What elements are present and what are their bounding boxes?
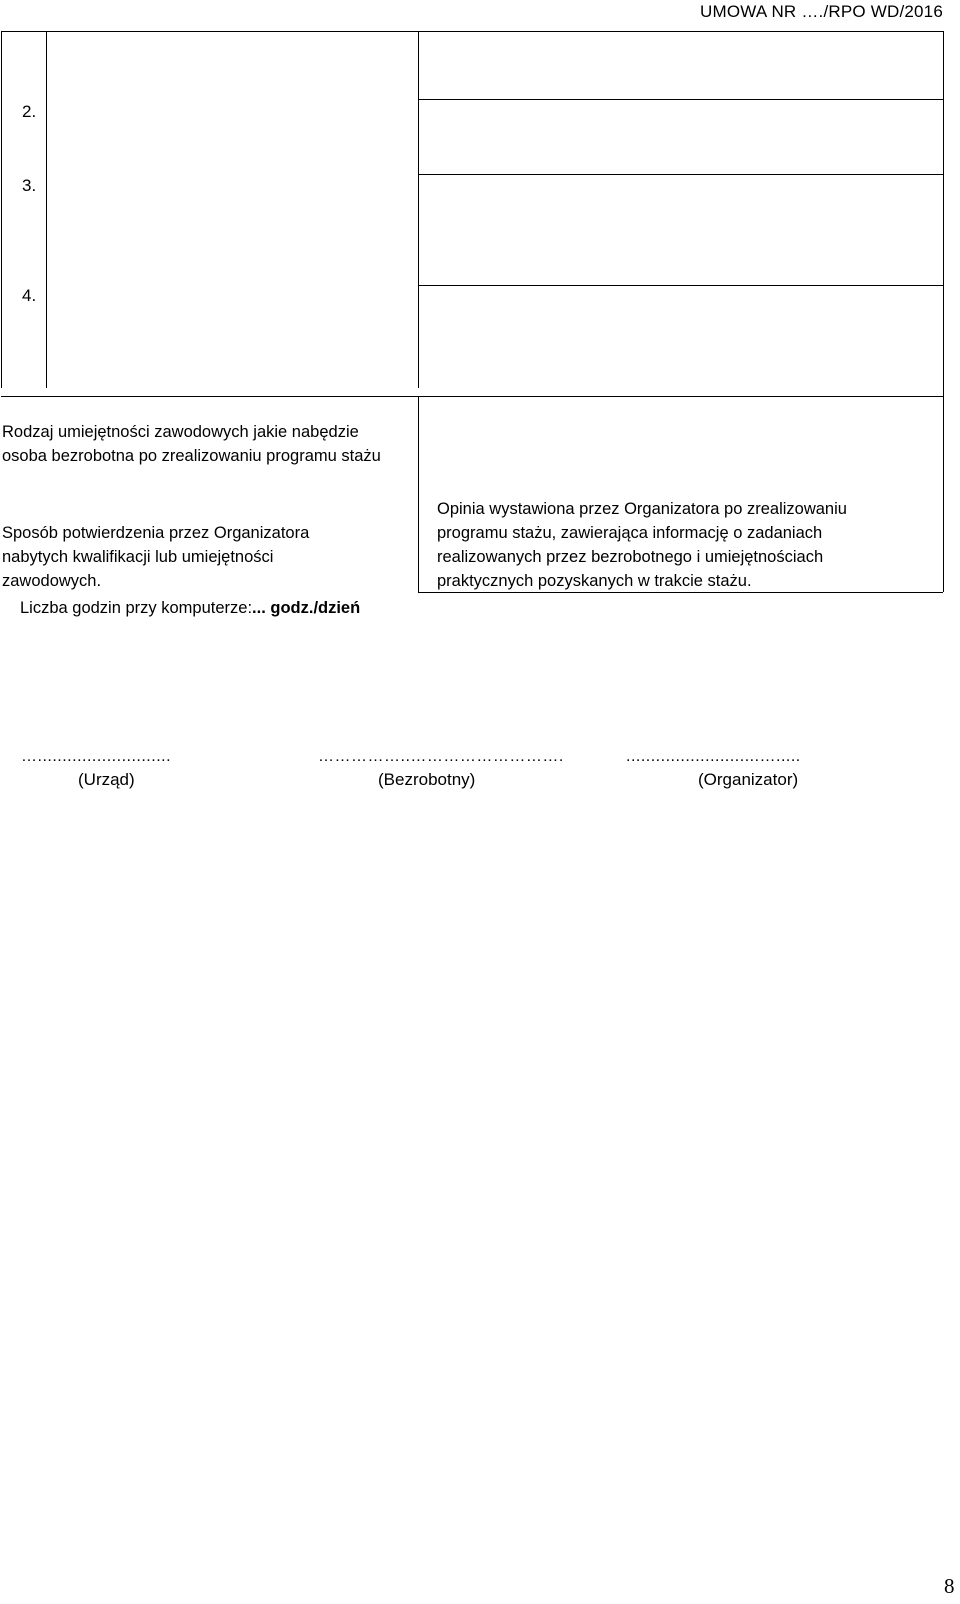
organizer-opinion: Opinia wystawiona przez Organizatora po zrealizowaniu programu stażu, zawierająca informację o zadaniach realizowanych przez bezrobotnego i umiejętnościach praktycznych pozyskanych w trakcie stażu. — [437, 500, 847, 590]
table-row-divider — [418, 174, 943, 175]
table-right-border — [943, 31, 944, 592]
table-top-border — [1, 31, 943, 32]
computer-hours-label: Liczba godzin przy komputerze: — [20, 599, 253, 617]
signature-line-unemployed: ……………..………………………. — [318, 748, 564, 765]
signature-label-office: (Urząd) — [78, 770, 135, 789]
table-section-divider — [1, 396, 943, 397]
computer-hours-value: ... godz./dzień — [252, 599, 361, 617]
document-reference: UMOWA NR …./RPO WD/2016 — [700, 2, 943, 21]
signature-label-unemployed: (Bezrobotny) — [378, 770, 476, 789]
signature-line-organizer: ...........................…..... — [626, 748, 801, 765]
page-number: 8 — [944, 1574, 955, 1598]
computer-hours — [20, 599, 360, 618]
table-row-divider — [418, 99, 943, 100]
table-row-divider — [418, 285, 943, 286]
confirmation-method: Sposób potwierdzenia przez Organizatora nabytych kwalifikacji lub umiejętności zawodowych. — [2, 524, 310, 590]
table-row-number: 4. — [22, 286, 37, 305]
opinion-box-left-border — [418, 396, 419, 592]
table-row-number: 2. — [22, 102, 37, 121]
table-number-column-divider — [46, 31, 47, 388]
table-row-number: 3. — [22, 176, 37, 195]
signature-line-office: …........................... — [21, 748, 172, 765]
skills-description: Rodzaj umiejętności zawodowych jakie nabędzie osoba bezrobotna po zrealizowaniu programu stażu — [2, 423, 381, 465]
signature-label-organizer: (Organizator) — [698, 770, 799, 789]
table-left-border — [1, 31, 2, 388]
table-column-divider — [418, 31, 419, 388]
